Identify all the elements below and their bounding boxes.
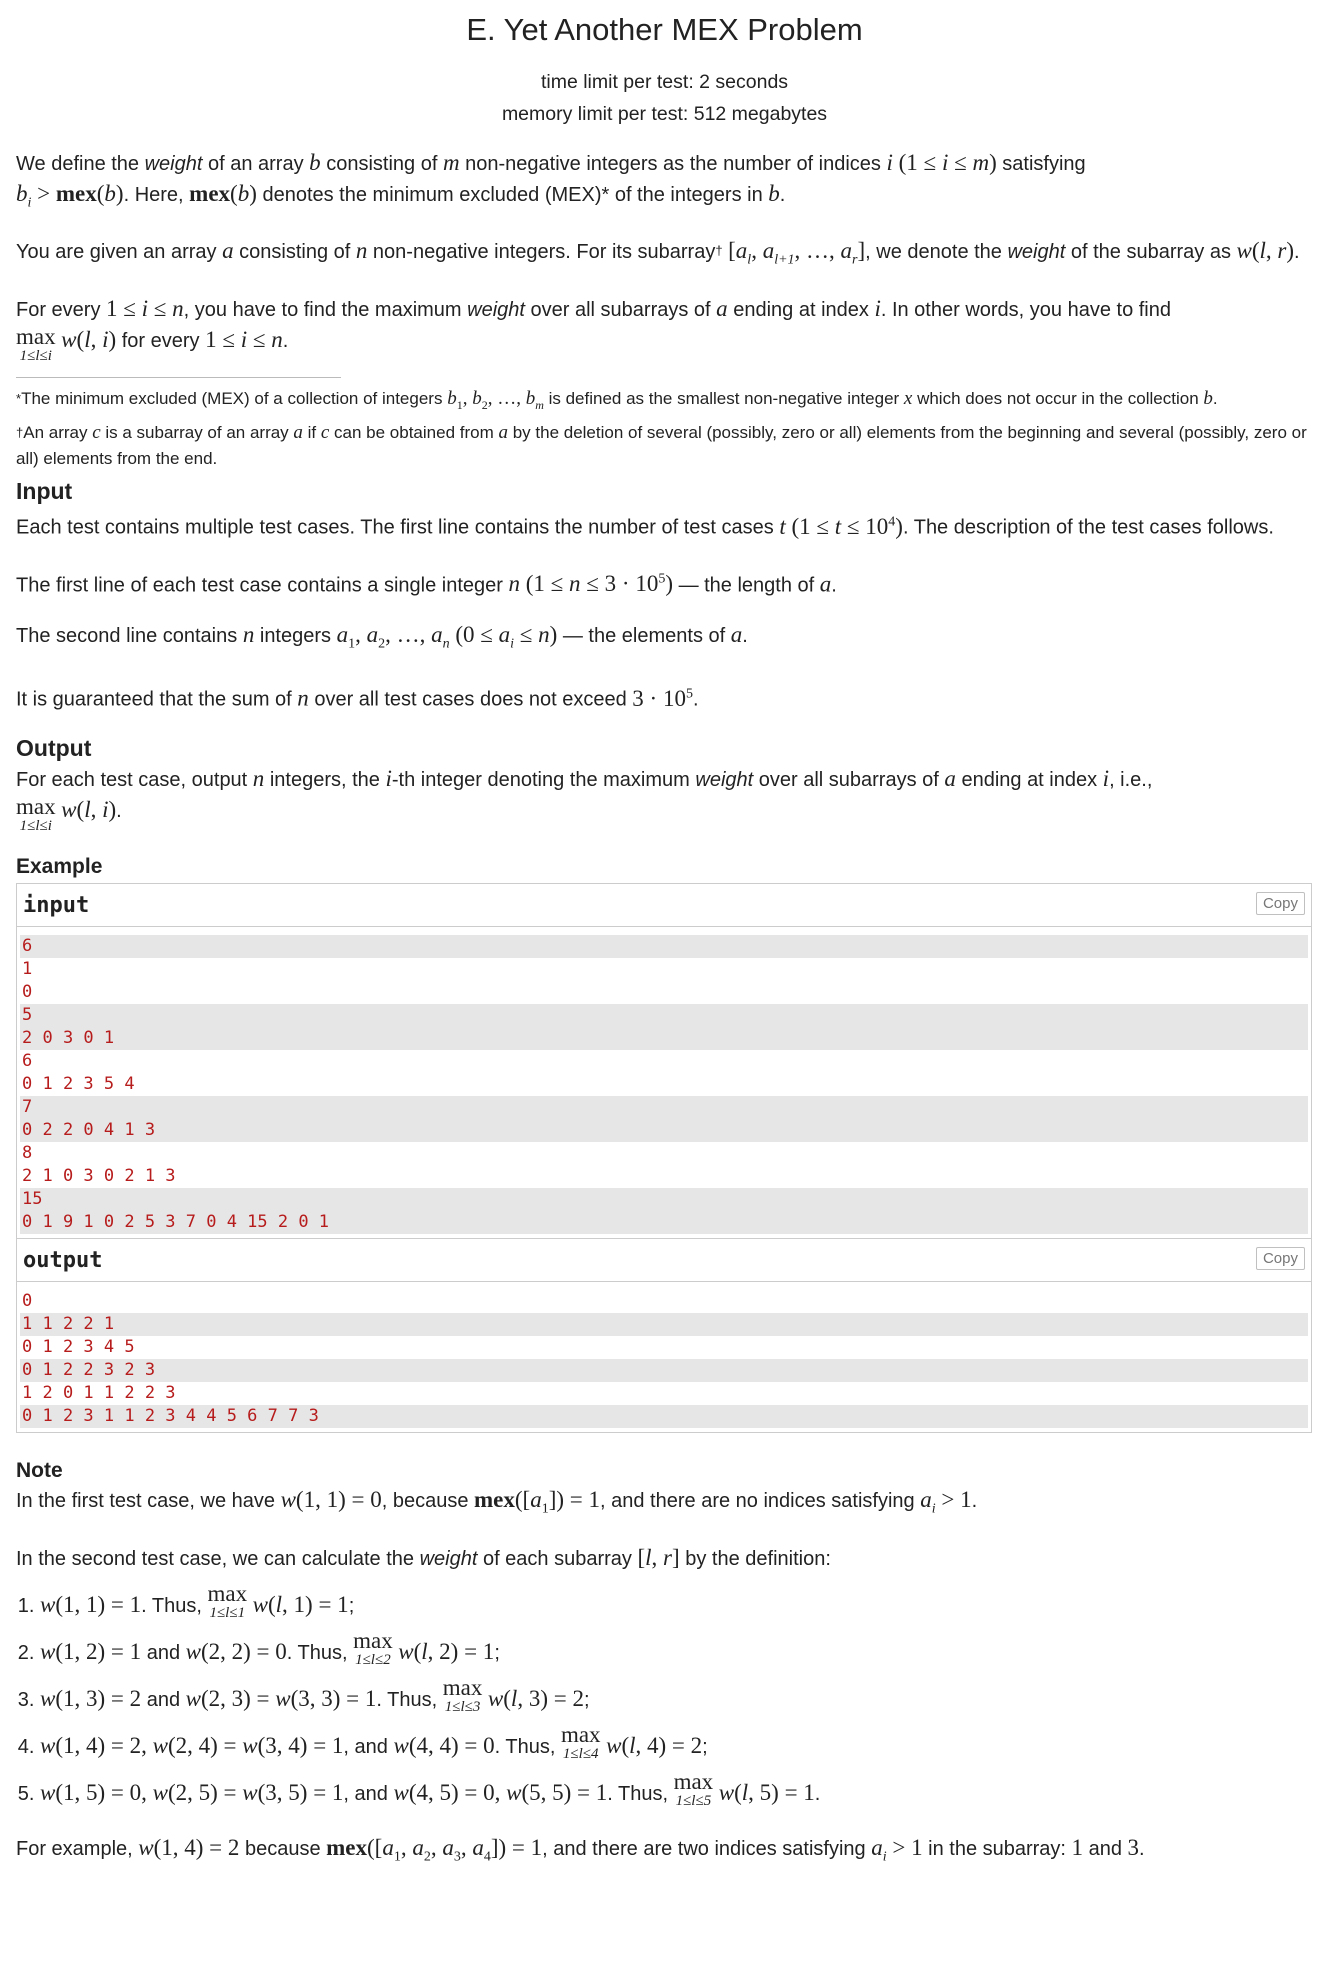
output-heading: Output [16, 734, 92, 761]
memory-limit: memory limit per test: 512 megabytes [501, 103, 828, 125]
example-line: 6 [20, 1050, 1308, 1073]
example-heading: Example [16, 854, 103, 878]
example-line: 0 1 2 3 5 4 [20, 1073, 1308, 1096]
example-line: 1 1 2 2 1 [20, 1313, 1308, 1336]
list-item: 4. w(1, 4) = 2, w(2, 4) = w(3, 4) = 1, and w(4, 4) = 0. Thus, max 1≤l≤4 w(l, 4) = 2; [40, 1723, 1313, 1770]
footnote-subarray: †An array c is a subarray of an array a if c can be obtained from a by the deletion of several (possibly, zero or all) elements from the beginning and several (possibly, zero or all) elements from the end. [16, 421, 1307, 468]
example-line: 1 2 0 1 1 2 2 3 [20, 1382, 1308, 1405]
example-line: 8 [20, 1142, 1308, 1165]
example-line: 15 [20, 1188, 1308, 1211]
input-lines [17, 927, 1311, 1238]
output-lines [17, 1282, 1311, 1432]
output-paragraph-1: For each test case, output n integers, the i-th integer denoting the maximum weight over all subarrays of a ending at index i, i.e., max 1≤l≤i w(l, i). [16, 765, 1153, 834]
example-line: 0 1 2 3 1 1 2 3 4 4 5 6 7 7 3 [20, 1405, 1308, 1428]
example-line: 2 1 0 3 0 2 1 3 [20, 1165, 1308, 1188]
example-line: 0 1 9 1 0 2 5 3 7 0 4 15 2 0 1 [20, 1211, 1308, 1234]
input-paragraph-4: It is guaranteed that the sum of n over all test cases does not exceed $3 \cdot 10^5$. [16, 685, 699, 711]
list-item: 3. w(1, 3) = 2 and w(2, 3) = w(3, 3) = 1. Thus, max 1≤l≤3 w(l, 3) = 2; [40, 1676, 1313, 1723]
example-line: 0 2 2 0 4 1 3 [20, 1119, 1308, 1142]
input-paragraph-2: The first line of each test case contains a single integer n $(1 \le n \le 3 \cdot 10^5)$ — the length of a. [16, 571, 837, 597]
footnote-divider [16, 377, 341, 378]
input-block-title: input [17, 884, 1311, 927]
example-box [16, 883, 1312, 1433]
example-line: 1 [20, 958, 1308, 981]
time-limit: time limit per test: 2 seconds [540, 71, 789, 93]
example-line: 0 [20, 1290, 1308, 1313]
list-item: 5. w(1, 5) = 0, w(2, 5) = w(3, 5) = 1, and w(4, 5) = 0, w(5, 5) = 1. Thus, max 1≤l≤5 w(l, 5) = 1. [40, 1770, 1313, 1817]
problem-title: E. Yet Another MEX Problem [466, 12, 863, 47]
list-item: 2. w(1, 2) = 1 and w(2, 2) = 0. Thus, max 1≤l≤2 w(l, 2) = 1; [40, 1629, 1313, 1676]
limits-block [16, 66, 1313, 130]
note-list [16, 1582, 1313, 1817]
example-line: 5 [20, 1004, 1308, 1027]
statement-paragraph-2: You are given an array a consisting of n non-negative integers. For its subarray† [$a_l$, $a_{l+1}$, …, $a_r$], we denote the weight of the subarray as w(l, r). [16, 237, 1300, 268]
note-paragraph-3: For example, w(1, 4) = 2 because $mex([a_1$, $a_2$, $a_3$, $a_4]) = 1$, and there are two indices satisfying $a_i > 1$ in the subarray: 1 and 3. [16, 1835, 1145, 1865]
example-line: 0 [20, 981, 1308, 1004]
statement-paragraph-1: We define the weight of an array b consisting of m non-negative integers as the number of indices i (1 ≤ i ≤ m) satisfying $b_i > mex(b)$. Here, mex(b) denotes the minimum excluded (MEX)* of the integers in b. [16, 150, 1086, 211]
example-line: 0 1 2 3 4 5 [20, 1336, 1308, 1359]
input-heading: Input [16, 477, 73, 504]
input-paragraph-1: Each test contains multiple test cases. The first line contains the number of test cases t $(1 \le t \le 10^4)$. The description of the test cases follows. [16, 513, 1274, 539]
output-block-title: output [17, 1239, 1311, 1282]
copy-input-button[interactable]: Copy [1256, 892, 1305, 915]
input-paragraph-3: The second line contains n integers $a_1$, $a_2$, …, $a_n$ $(0 \le a_i \le n)$ — the elements of a. [16, 622, 748, 652]
note-paragraph-1: In the first test case, we have w(1, 1) = 0, because $mex([a_1]) = 1$, and there are no indices satisfying $a_i > 1$. [16, 1486, 978, 1517]
statement-paragraph-3: For every 1 ≤ i ≤ n, you have to find the maximum weight over all subarrays of a ending at index i. In other words, you have to find max 1≤l≤i w(l, i) for every 1 ≤ i ≤ n. [16, 296, 1171, 365]
example-line: 7 [20, 1096, 1308, 1119]
footnote-mex: *The minimum excluded (MEX) of a collection of integers $b_1$, $b_2$, …, $b_m$ is defined as the smallest non-negative integer x which does not occur in the collection b. [16, 388, 1218, 412]
output-block [17, 1238, 1311, 1432]
note-heading: Note [16, 1458, 63, 1482]
note-paragraph-2: In the second test case, we can calculate the weight of each subarray [l, r] by the definition: [16, 1545, 831, 1571]
example-line: 6 [20, 935, 1308, 958]
example-line: 2 0 3 0 1 [20, 1027, 1308, 1050]
copy-output-button[interactable]: Copy [1256, 1247, 1305, 1270]
list-item: 1. w(1, 1) = 1. Thus, max 1≤l≤1 w(l, 1) = 1; [40, 1582, 1313, 1629]
example-line: 0 1 2 2 3 2 3 [20, 1359, 1308, 1382]
problem-page [16, 0, 1313, 1872]
